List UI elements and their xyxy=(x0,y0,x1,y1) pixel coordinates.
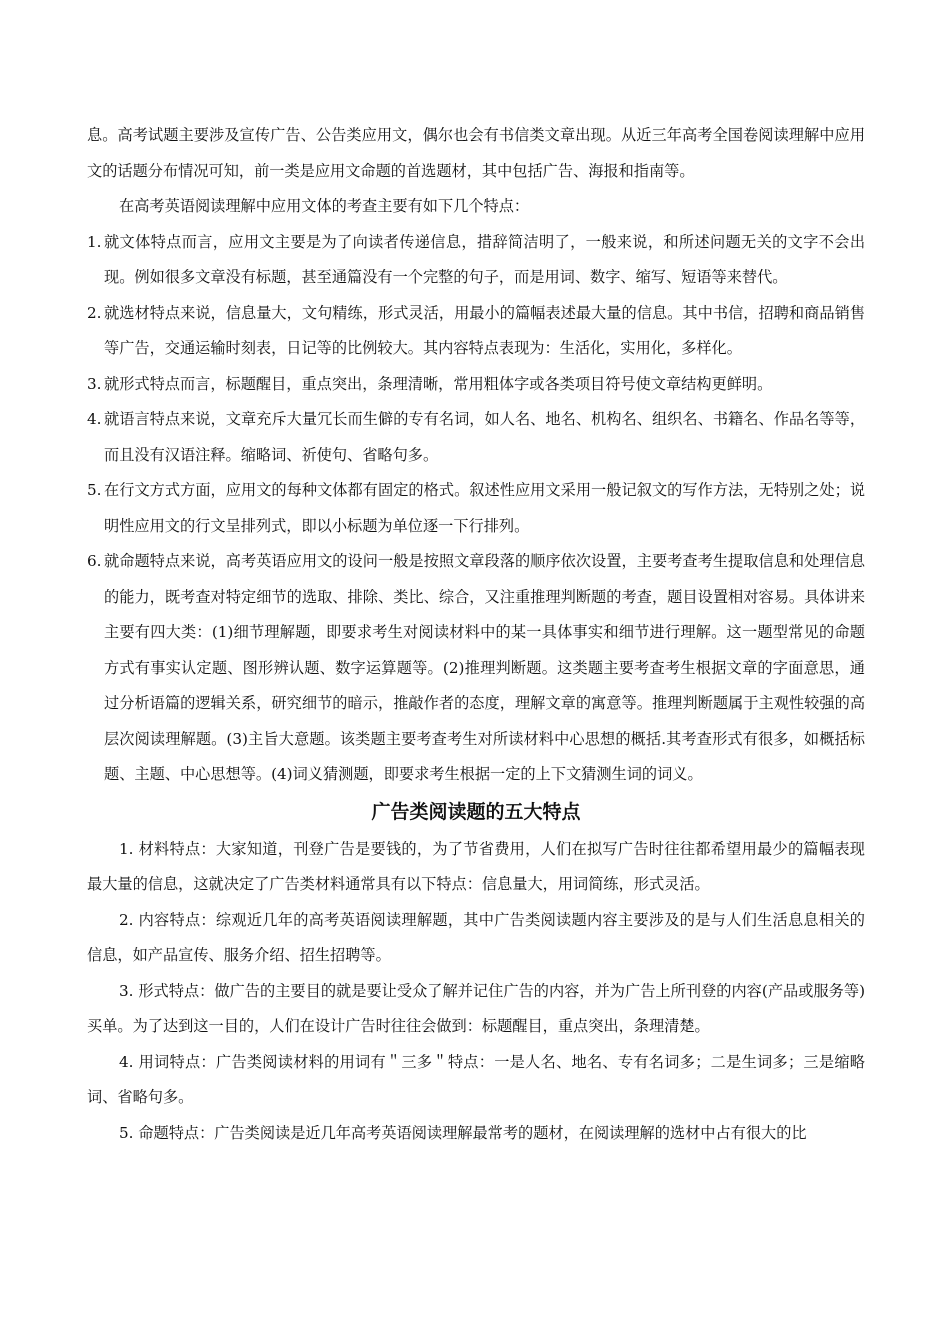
feature-text: 就命题特点来说，高考英语应用文的设问一般是按照文章段落的顺序依次设置，主要考查考生提取信息和处理信息的能力，既考查对特定细节的选取、排除、类比、综合，又注重推理判断题的考查，题目设置相对容易。具体讲来主要有四大类：(1)细节理解题，即要求考生对阅读材料中的某一具体事实和细节进行理解。这一题型常见的命题方式有事实认定题、图形辨认题、数字运算题等。(2)推理判断题。这类题主要考查考生根据文章的字面意思，通过分析语篇的逻辑关系，研究细节的暗示，推敲作者的态度，理解文章的寓意等。推理判断题属于主观性较强的高层次阅读理解题。(3)主旨大意题。该类题主要考查考生对所读材料中心思想的概括.其考查形式有很多，如概括标题、主题、中心思想等。(4)词义猜测题，即要求考生根据一定的上下文猜测生词的词义。 xyxy=(104,552,865,783)
feature-text: 就形式特点而言，标题醒目，重点突出，条理清晰，常用粗体字或各类项目符号使文章结构更鲜明。 xyxy=(104,374,773,393)
feature-text: 在行文方式方面，应用文的每种文体都有固定的格式。叙述性应用文采用一般记叙文的写作方法，无特别之处；说明性应用文的行文呈排列式，即以小标题为单位逐一下行排列。 xyxy=(104,481,865,535)
intro-paragraph: 息。高考试题主要涉及宣传广告、公告类应用文，偶尔也会有书信类文章出现。从近三年高考全国卷阅读理解中应用文的话题分布情况可知，前一类是应用文命题的首选题材，其中包括广告、海报和指南等。 xyxy=(87,126,865,180)
feature-number: 2. xyxy=(87,303,102,322)
feature-item xyxy=(87,225,865,296)
features-lead: 在高考英语阅读理解中应用文体的考查主要有如下几个特点： xyxy=(119,197,530,215)
ad-feature-paragraph: 1. 材料特点：大家知道，刊登广告是要钱的，为了节省费用，人们在拟写广告时往往都希望用最少的篇幅表现最大量的信息，这就决定了广告类材料通常具有以下特点：信息量大，用词简练，形式灵活。 xyxy=(87,839,865,893)
ad-feature-paragraph: 4. 用词特点：广告类阅读材料的用词有＂三多＂特点：一是人名、地名、专有名词多；二是生词多；三是缩略词、省略句多。 xyxy=(87,1052,865,1106)
feature-text: 就文体特点而言，应用文主要是为了向读者传递信息，措辞简洁明了，一般来说，和所述问题无关的文字不会出现。例如很多文章没有标题，甚至通篇没有一个完整的句子，而是用词、数字、缩写、短语等来替代。 xyxy=(104,232,865,286)
features-list xyxy=(87,225,865,793)
ad-feature-paragraph: 3. 形式特点：做广告的主要目的就是要让受众了解并记住广告的内容，并为广告上所刊登的内容(产品或服务等)买单。为了达到这一目的，人们在设计广告时往往会做到：标题醒目，重点突出，条理清楚。 xyxy=(87,981,865,1035)
feature-number: 5. xyxy=(87,481,102,499)
feature-item xyxy=(87,367,865,403)
ad-feature-paragraph: 5. 命题特点：广告类阅读是近几年高考英语阅读理解最常考的题材，在阅读理解的选材中占有很大的比 xyxy=(119,1123,807,1142)
feature-item xyxy=(87,402,865,473)
feature-item xyxy=(87,296,865,367)
feature-text: 就选材特点来说，信息量大，文句精练，形式灵活，用最小的篇幅表述最大量的信息。其中书信，招聘和商品销售等广告，交通运输时刻表，日记等的比例较大。其内容特点表现为：生活化，实用化，多样化。 xyxy=(104,303,865,357)
feature-number: 3. xyxy=(87,374,102,393)
ad-feature-paragraph: 2. 内容特点：综观近几年的高考英语阅读理解题，其中广告类阅读题内容主要涉及的是与人们生活息息相关的信息，如产品宣传、服务介绍、招生招聘等。 xyxy=(87,910,865,964)
feature-number: 4. xyxy=(87,410,102,428)
feature-text: 就语言特点来说，文章充斥大量冗长而生僻的专有名词，如人名、地名、机构名、组织名、书籍名、作品名等等，而且没有汉语注释。缩略词、祈使句、省略句多。 xyxy=(104,410,865,464)
feature-item xyxy=(87,473,865,544)
feature-number: 6. xyxy=(87,552,102,570)
feature-number: 1. xyxy=(87,232,102,251)
feature-item xyxy=(87,544,865,793)
section-title: 广告类阅读题的五大特点 xyxy=(371,800,581,823)
document-body xyxy=(87,118,865,1151)
